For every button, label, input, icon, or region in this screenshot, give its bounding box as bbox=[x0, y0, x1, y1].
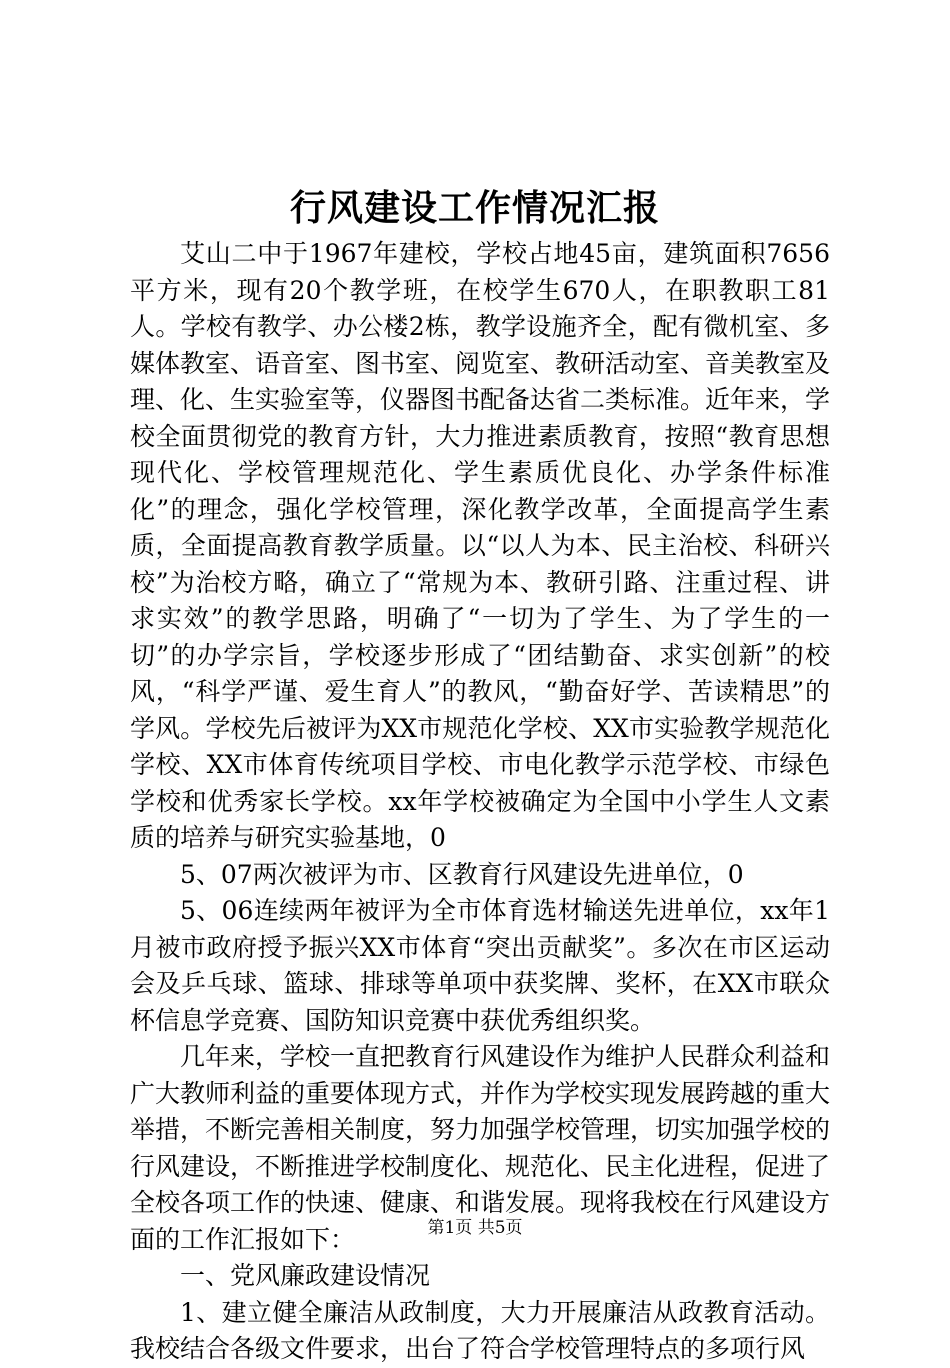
page-number-footer: 第1页 共5页 bbox=[427, 1218, 523, 1238]
paragraph-integrity-system: 1、建立健全廉洁从政制度，大力开展廉洁从政教育活动。我校结合各级文件要求，出台了符合学校管理特点的多项行风 bbox=[130, 1297, 830, 1363]
paragraph-work-summary: 几年来，学校一直把教育行风建设作为维护人民群众利益和广大教师利益的重要体现方式，并作为学校实现发展跨越的重大举措，不断完善相关制度，努力加强学校管理，切实加强学校的行风建设，不断推进学校制度化、规范化、民主化进程，促进了全校各项工作的快速、健康、和谐发展。现将我校在行风建设方面的工作汇报如下： bbox=[130, 1042, 831, 1254]
document-body bbox=[130, 236, 830, 1368]
paragraph-award-06: 5、06连续两年被评为全市体育选材输送先进单位，xx年1月被市政府授予振兴XX市体育“突出贡献奖”。多次在市区运动会及乒乓球、篮球、排球等单项中获奖牌、奖杯，在XX市联众杯信息学竞赛、国防知识竞赛中获优秀组织奖。 bbox=[130, 896, 830, 1035]
document-title: 行风建设工作情况汇报 bbox=[289, 187, 660, 229]
section-heading-party-conduct: 一、党风廉政建设情况 bbox=[180, 1261, 431, 1290]
paragraph-school-overview: 艾山二中于1967年建校，学校占地45亩，建筑面积7656平方米，现有20个教学班，在校学生670人，在职教职工81人。学校有教学、办公楼2栋，教学设施齐全，配有微机室、多媒体教室、语音室、图书室、阅览室、教研活动室、音美教室及理、化、生实验室等，仪器图书配备达省二类标准。近年来，学校全面贯彻党的教育方针，大力推进素质教育，按照“教育思想现代化、学校管理规范化、学生素质优良化、办学条件标准化”的理念，强化学校管理，深化教学改革，全面提高学生素质，全面提高教育教学质量。以“以人为本、民主治校、科研兴校”为治校方略，确立了“常规为本、教研引路、注重过程、讲求实效”的教学思路，明确了“一切为了学生、为了学生的一切”的办学宗旨，学校逐步形成了“团结勤奋、求实创新”的校风，“科学严谨、爱生育人”的教风，“勤奋好学、苦读精思”的学风。学校先后被评为XX市规范化学校、XX市实验教学规范化学校、XX市体育传统项目学校、市电化教学示范学校、市绿色学校和优秀家长学校。xx年学校被确定为全国中小学生人文素质的培养与研究实验基地，0 bbox=[130, 239, 831, 852]
paragraph-award-07: 5、07两次被评为市、区教育行风建设先进单位，0 bbox=[180, 859, 744, 889]
